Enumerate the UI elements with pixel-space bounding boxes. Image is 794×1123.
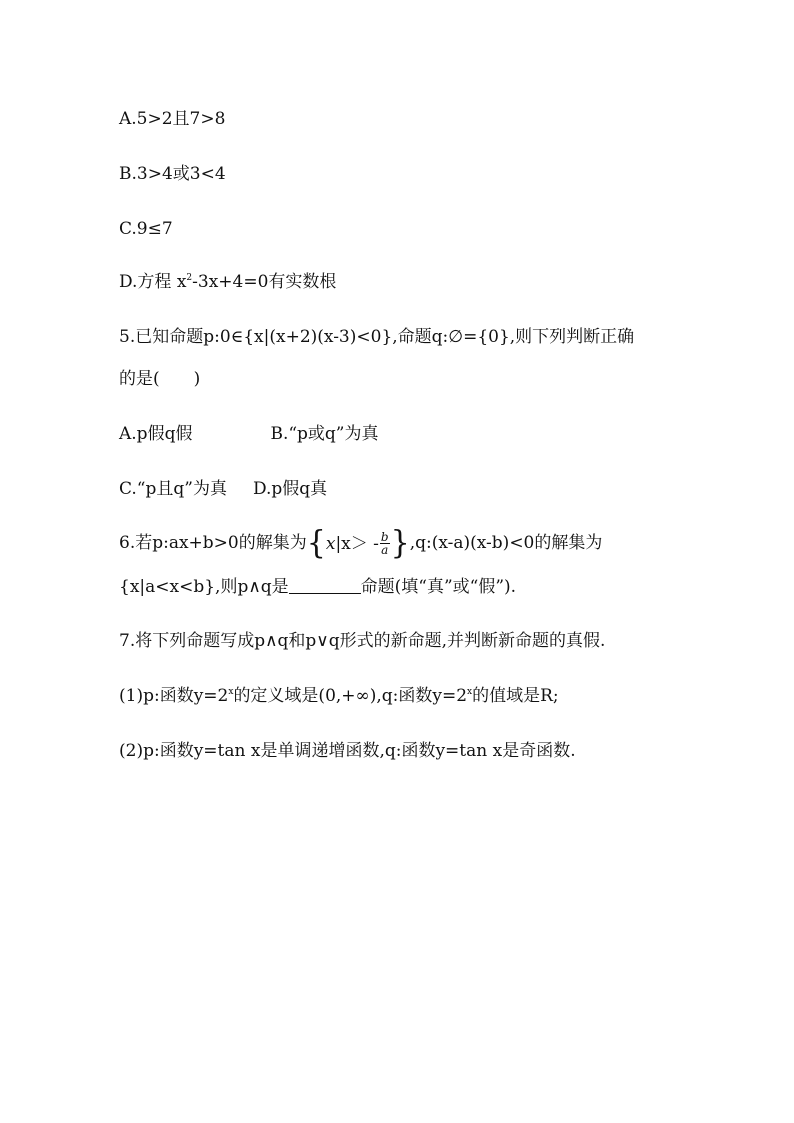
q4-option-d: D.方程 $x^2-3x+4=0$有实数根: [119, 272, 337, 292]
q5-options-row1: [119, 423, 379, 445]
fraction-b-over-a: $\frac{b}{a}$: [380, 530, 389, 557]
q4-option-b: B.3>4或3<4: [119, 164, 226, 184]
q4-option-c: C.9≤7: [119, 219, 173, 239]
q5-option-a: A.p假q假: [119, 424, 193, 444]
solution-set-expression: { x |x＞ - $\frac{b}{a}$ }: [306, 524, 410, 562]
q7-subquestion-1: (1)p:函数$y=2^x$的定义域是(0,+∞),q:函数$y=2^x$的值域是R;: [119, 686, 559, 706]
q5-option-c: C.“p且q”为真: [119, 479, 227, 499]
q6-stem-line2: {x|a<x<b},则p∧q是 命题(填“真”或“假”).: [119, 577, 517, 597]
q5-option-d: D.p假q真: [252, 479, 328, 499]
q7-stem: 7.将下列命题写成p∧q和p∨q形式的新命题,并判断新命题的真假.: [119, 631, 606, 651]
q5-option-b: B.“p或q”为真: [270, 424, 379, 444]
q4-option-a: A.5>2且7>8: [119, 109, 226, 129]
q5-stem-line2: 的是( ): [119, 369, 201, 389]
q7-subquestion-2: (2)p:函数y=tan x是单调递增函数,q:函数y=tan x是奇函数.: [119, 741, 576, 761]
answer-blank: [289, 579, 361, 594]
q5-options-row2: [119, 478, 327, 500]
q5-stem-line1: 5.已知命题p:0∈{x|(x+2)(x-3)<0},命题q:∅={0},则下列判断正确: [119, 327, 635, 347]
q6-stem-line1: 6.若p:ax+b>0的解集为 { x |x＞ - $\frac{b}{a}$ } ,q:(x-a)(x-b)<0的解集为: [119, 524, 603, 562]
